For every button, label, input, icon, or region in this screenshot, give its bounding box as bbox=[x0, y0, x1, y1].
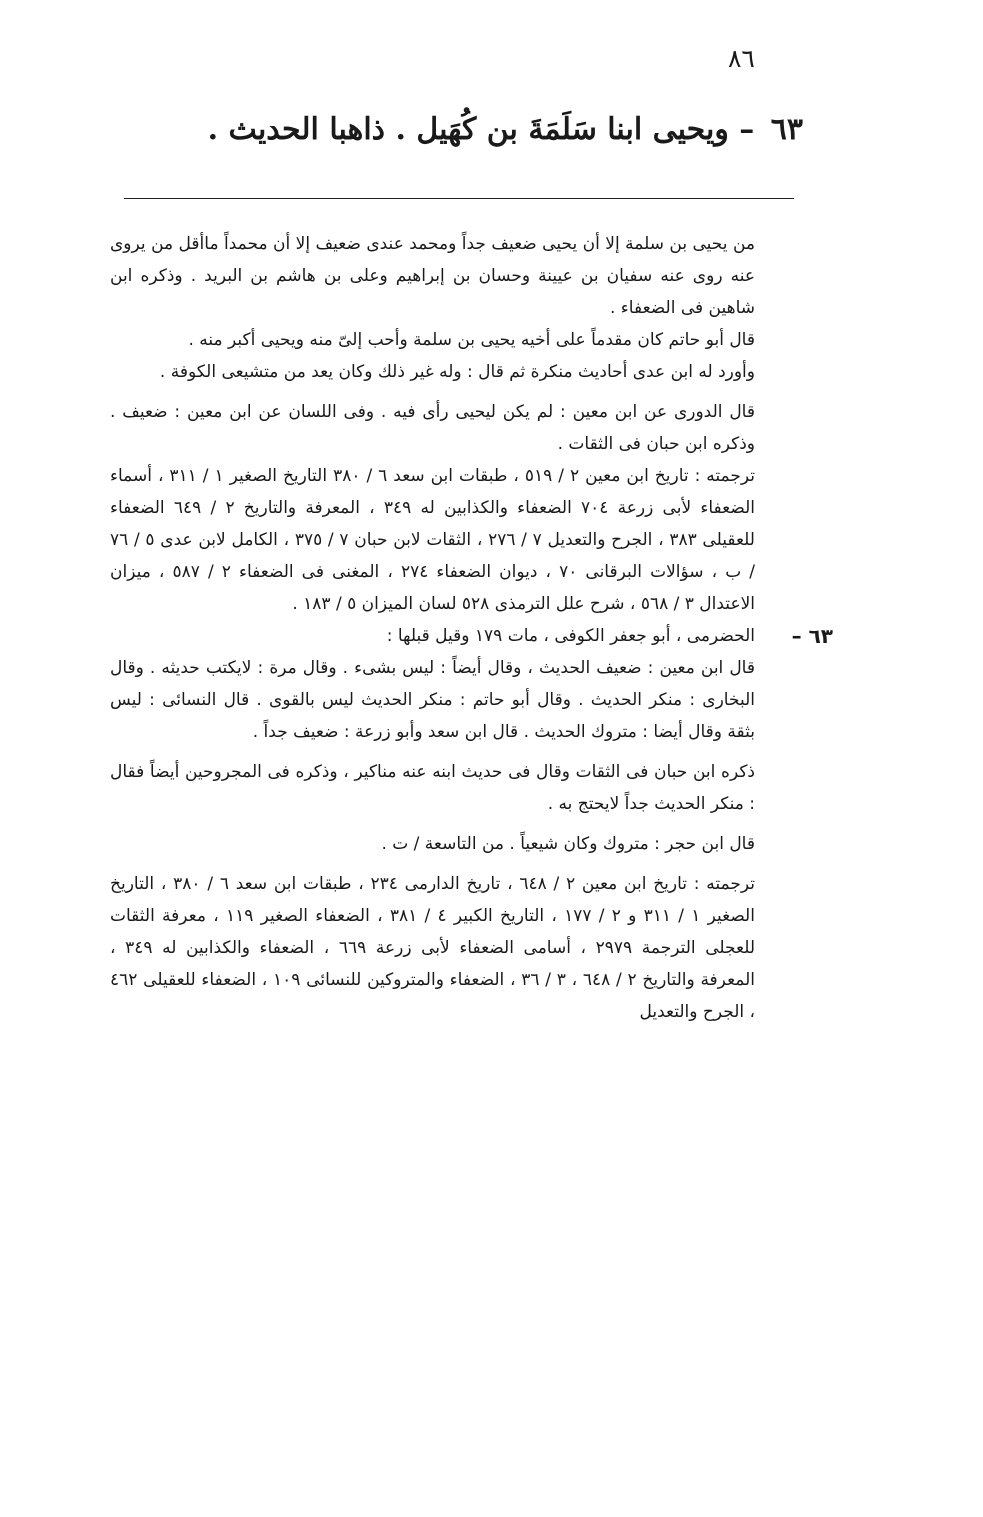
footnote-text: ترجمته : تاريخ ابن معين ٢ / ٦٤٨ ، تاريخ الدارمى ٢٣٤ ، طبقات ابن سعد ٦ / ٣٨٠ ، التاريخ الصغير ١ / ٣١١ و ٢ / ١٧٧ ، التاريخ الكبير ٤ / ٣٨١ ، الضعفاء الصغير ١١٩ ، معرفة الثقات للعجلى الترجمة ٢٩٧٩ ، أسامى الضعفاء لأبى زرعة ٦٦٩ ، الضعفاء والكذابين له ٣٤٩ ، المعرفة والتاريخ ٢ / ٦٤٨ ، ٣ / ٣٦ ، الضعفاء والمتروكين للنسائى ١٠٩ ، الضعفاء للعقيلى ٤٦٢ ، الجرح والتعديل bbox=[110, 874, 756, 1022]
footnote-text: وأورد له ابن عدى أحاديث منكرة ثم قال : وله غير ذلك وكان يعد من متشيعى الكوفة . bbox=[159, 362, 755, 382]
footnote-entry-number: ٦٣ – bbox=[791, 624, 833, 648]
footnote-paragraph bbox=[110, 356, 755, 388]
page-number: ٨٦ bbox=[728, 44, 755, 73]
footnote-text: ذكره ابن حبان فى الثقات وقال فى حديث ابنه عنه مناكير ، وذكره فى المجروحين أيضاً فقال : منكر الحديث جداً لايحتج به . bbox=[110, 762, 755, 814]
entry-heading bbox=[163, 112, 803, 147]
entry-number: ٦٣ bbox=[770, 112, 803, 147]
footnote-paragraph bbox=[110, 868, 755, 1028]
footnote-divider bbox=[124, 198, 794, 199]
footnote-text: ترجمته : تاريخ ابن معين ٢ / ٥١٩ ، طبقات ابن سعد ٦ / ٣٨٠ التاريخ الصغير ١ / ٣١١ ، أسماء الضعفاء لأبى زرعة ٧٠٤ الضعفاء والكذابين له ٣٤٩ ، المعرفة والتاريخ ٢ / ٦٤٩ الضعفاء للعقيلى ٣٨٣ ، الجرح والتعديل ٧ / ٢٧٦ ، الثقات لابن حبان ٧ / ٣٧٥ ، الكامل لابن عدى ٥ / ٧٦ / ب ، سؤالات البرقانى ٧٠ ، ديوان الضعفاء ٢٧٤ ، المغنى فى الضعفاء ٢ / ٥٨٧ ، ميزان الاعتدال ٣ / ٥٦٨ ، شرح علل الترمذى ٥٢٨ لسان الميزان ٥ / ١٨٣ . bbox=[110, 466, 756, 614]
footnote-text: قال الدورى عن ابن معين : لم يكن ليحيى رأى فيه . وفى اللسان عن ابن معين : ضعيف . وذكره ابن حبان فى الثقات . bbox=[110, 402, 755, 454]
footnote-text: قال أبو حاتم كان مقدماً على أخيه يحيى بن سلمة وأحب إلىّ منه ويحيى أكبر منه . bbox=[188, 330, 755, 350]
footnote-text: من يحيى بن سلمة إلا أن يحيى ضعيف جداً ومحمد عندى ضعيف إلا أن محمداً ماأقل من يروى عنه روى عنه سفيان بن عيينة وحسان بن إبراهيم وعلى بن هاشم بن البريد . وذكره ابن شاهين فى الضعفاء . bbox=[110, 234, 755, 318]
footnote-paragraph bbox=[110, 652, 755, 748]
footnote-paragraph bbox=[110, 756, 755, 820]
entry-title: – ويحيى ابنا سَلَمَةَ بن كُهَيل . ذاهبا الحديث . bbox=[207, 112, 755, 147]
footnote-paragraph bbox=[110, 228, 755, 324]
footnote-paragraph bbox=[110, 396, 755, 460]
footnote-paragraph bbox=[110, 828, 755, 860]
footnote-paragraph bbox=[110, 620, 833, 652]
footnote-text: قال ابن حجر : متروك وكان شيعياً . من التاسعة / ت . bbox=[381, 834, 755, 854]
footnote-paragraph bbox=[110, 460, 755, 620]
footnote-text: قال ابن معين : ضعيف الحديث ، وقال أيضاً : ليس بشىء . وقال مرة : لايكتب حديثه . وقال البخارى : منكر الحديث . وقال أبو حاتم : منكر الحديث ليس بالقوى . قال النسائى : ليس بثقة وقال أيضا : متروك الحديث . قال ابن سعد وأبو زرعة : ضعيف جداً . bbox=[110, 658, 755, 742]
footnotes bbox=[110, 228, 833, 1028]
footnote-text: الحضرمى ، أبو جعفر الكوفى ، مات ١٧٩ وقيل قبلها : bbox=[386, 626, 755, 646]
footnote-paragraph bbox=[110, 324, 755, 356]
